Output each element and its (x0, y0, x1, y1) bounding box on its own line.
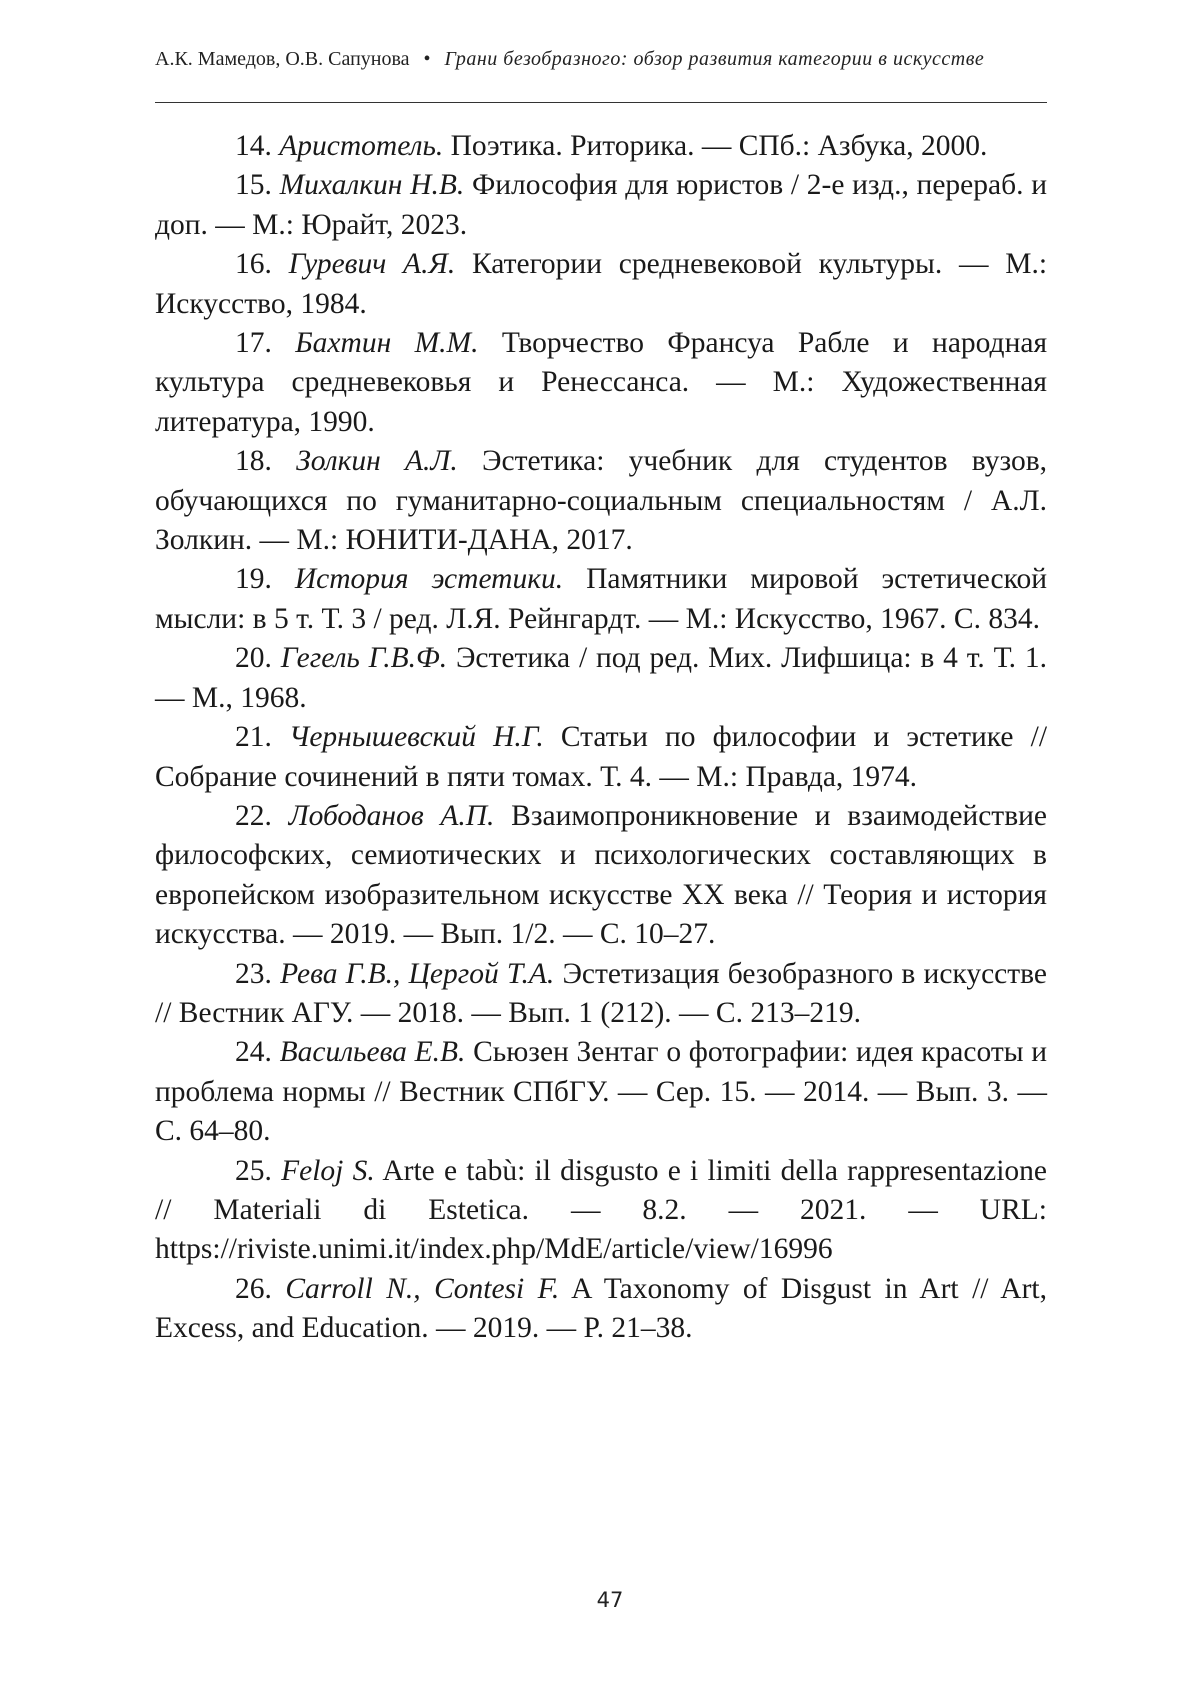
reference-text: Поэтика. Риторика. — СПб.: Азбука, 2000. (451, 130, 988, 162)
header-title: Грани безобразного: обзор развития категории в искусстве (445, 48, 985, 70)
reference-author: Рева Г.В., Цергой Т.А. (280, 958, 554, 990)
reference-number: 25. (235, 1155, 272, 1187)
reference-author: Золкин А.Л. (296, 445, 458, 477)
reference-text: Arte e tabù: il disgusto e i limiti della rappresentazione // Materiali di Estetica. — 8.2. — 2021. — URL: https://riviste.unimi.it/index.php/MdE/article/view/16996 (155, 1155, 1047, 1266)
reference-number: 15. (235, 169, 272, 201)
reference-list (155, 127, 1047, 1349)
reference-number: 23. (235, 958, 272, 990)
reference-author: Бахтин М.М. (295, 327, 478, 359)
reference-text: Памятники мировой эстетической мысли: в 5 т. Т. 3 / ред. Л.Я. Рейнгардт. — М.: Искусство, 1967. С. 834. (155, 563, 1047, 634)
reference-author: Гегель Г.В.Ф. (281, 642, 447, 674)
reference-text: Философия для юристов / 2-е изд., перераб. и доп. — М.: Юрайт, 2023. (155, 169, 1047, 240)
reference-text: Творчество Франсуа Рабле и народная культура средневековья и Ренессанса. — М.: Художественная литература, 1990. (155, 327, 1047, 438)
reference-number: 16. (235, 248, 272, 280)
reference-number: 17. (235, 327, 272, 359)
reference-item (155, 1270, 1047, 1349)
reference-author: Гуревич А.Я. (289, 248, 456, 280)
reference-text: Эстетика / под ред. Мих. Лифшица: в 4 т. Т. 1.— М., 1968. (155, 642, 1047, 713)
reference-item (155, 955, 1047, 1034)
reference-text: Сьюзен Зентаг о фотографии: идея красоты и проблема нормы // Вестник СПбГУ. — Сер. 15. — 2014. — Вып. 3. — С. 64–80. (155, 1036, 1047, 1147)
reference-item (155, 1033, 1047, 1151)
reference-author: Лободанов А.П. (289, 800, 495, 832)
reference-text: Эстетизация безобразного в искусстве // Вестник АГУ. — 2018. — Вып. 1 (212). — С. 213–219. (155, 958, 1047, 1029)
reference-item (155, 245, 1047, 324)
reference-item (155, 797, 1047, 955)
reference-number: 20. (235, 642, 272, 674)
reference-item (155, 639, 1047, 718)
reference-number: 22. (235, 800, 272, 832)
header-rule (155, 102, 1047, 103)
running-header (155, 48, 1047, 70)
reference-item (155, 442, 1047, 560)
reference-author: Carroll N., Contesi F. (285, 1273, 559, 1305)
reference-item (155, 560, 1047, 639)
reference-number: 21. (235, 721, 272, 753)
reference-text: Статьи по философии и эстетике // Собрание сочинений в пяти томах. Т. 4. — М.: Правда, 1974. (155, 721, 1047, 792)
reference-text: Эстетика: учебник для студентов вузов, обучающихся по гуманитарно-социальным специальностям / А.Л. Золкин. — М.: ЮНИТИ-ДАНА, 2017. (155, 445, 1047, 556)
reference-author: Михалкин Н.В. (280, 169, 465, 201)
reference-author: Васильева Е.В. (280, 1036, 466, 1068)
reference-item (155, 324, 1047, 442)
reference-item (155, 127, 1047, 166)
reference-item (155, 718, 1047, 797)
reference-text: Категории средневековой культуры. — М.: Искусство, 1984. (155, 248, 1047, 319)
reference-item (155, 1152, 1047, 1270)
header-separator: • (424, 48, 431, 70)
reference-number: 26. (235, 1273, 272, 1305)
reference-number: 24. (235, 1036, 272, 1068)
reference-number: 19. (235, 563, 272, 595)
reference-author: Feloj S. (281, 1155, 375, 1187)
reference-text: A Taxonomy of Disgust in Art // Art, Excess, and Education. — 2019. — P. 21–38. (155, 1273, 1047, 1344)
reference-author: Чернышевский Н.Г. (289, 721, 544, 753)
reference-author: Аристотель. (279, 130, 443, 162)
reference-number: 18. (235, 445, 272, 477)
reference-number: 14. (235, 130, 272, 162)
page-number: 47 (0, 1588, 1200, 1612)
reference-item (155, 166, 1047, 245)
reference-author: История эстетики. (295, 563, 563, 595)
header-authors: А.К. Мамедов, О.В. Сапунова (155, 48, 410, 70)
reference-text: Взаимопроникновение и взаимодействие философских, семиотических и психологических составляющих в европейском изобразительном искусстве XX века // Теория и история искусства. — 2019. — Вып. 1/2. — С. 10–27. (155, 800, 1047, 950)
